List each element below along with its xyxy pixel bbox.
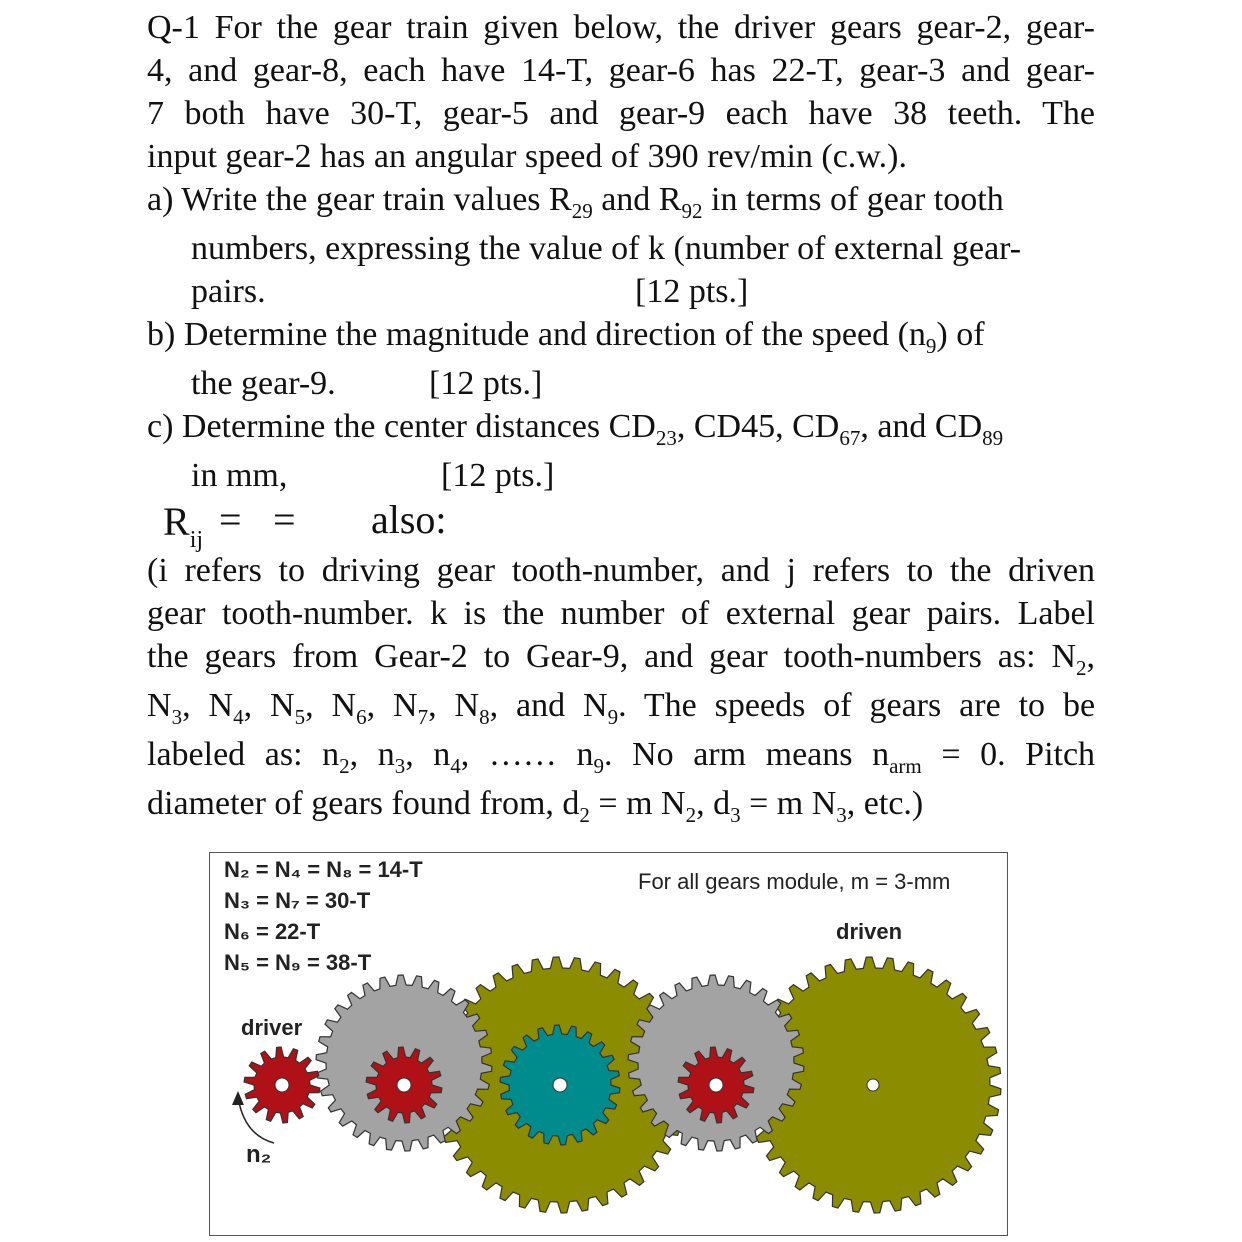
- n2-label: n₂: [246, 1141, 272, 1168]
- part-c: c) Determine the center distances $CD_{23}$, CD45, $CD_{67}$, and $CD_{89}$: [147, 408, 1004, 450]
- gear-4-hub: [397, 1078, 411, 1092]
- gear-8-hub: [709, 1078, 723, 1092]
- part-c-line-2: in mm, [12 pts.]: [147, 454, 1095, 497]
- explanation: (i refers to driving gear tooth-number, and j refers to the driven gear tooth-number. k is the number of external gear pairs. Label the gears from Gear-2 to Gear-9, and gear tooth-numbers as: $N_2$, $N_3$, $N_4$, $N_5$, $N_6$, $N_7$, $N_8$, and $N_9$. The speeds of gears are to be labeled as: $n_2$, $n_3$, $n_4$, …… $n_9$. No arm means $n_{arm} = 0$. Pitch diameter of gears found from, $d_2 = m$ $N_2$, $d_3 = m$ $N_3$, etc.): [147, 552, 1096, 827]
- part-a-points: [12 pts.]: [635, 273, 749, 310]
- gear-2-hub: [275, 1078, 289, 1092]
- gear-6-hub: [553, 1078, 567, 1092]
- question-line-2: 4, and gear-8, each have 14-T, gear-6 has 22-T, gear-3 and gear-: [147, 52, 1095, 89]
- ratio-formula: $R_{ij}$ = = also:: [163, 497, 447, 553]
- note-n3-n7: N₃ = N₇ = 30-T: [224, 888, 371, 913]
- driven-label: driven: [836, 919, 903, 944]
- also-label: also:: [371, 497, 447, 542]
- part-b-points: [12 pts.]: [429, 365, 543, 402]
- driver-label: driver: [241, 1015, 303, 1040]
- gear-train-figure: [209, 852, 1008, 1236]
- note-n2-n4-n8: N₂ = N₄ = N₈ = 14-T: [224, 857, 423, 882]
- note-n6: N₆ = 22-T: [224, 919, 321, 944]
- part-b-line-2: the gear-9. [12 pts.]: [147, 362, 1095, 405]
- question-line-1: Q-1 For the gear train given below, the driver gears gear-2, gear-: [147, 9, 1095, 46]
- problem-text: [147, 6, 1095, 825]
- module-note: For all gears module, m = 3-mm: [638, 869, 951, 894]
- gear-9-hub: [867, 1079, 879, 1091]
- part-c-points: [12 pts.]: [441, 457, 555, 494]
- part-a-line-2: numbers, expressing the value of k (number of external gear-: [191, 230, 1022, 267]
- question-line-4: input gear-2 has an angular speed of 390 rev/min (c.w.).: [147, 138, 907, 175]
- rotation-arrow-head: [232, 1091, 244, 1105]
- question-line-3: 7 both have 30-T, gear-5 and gear-9 each have 38 teeth. The: [147, 95, 1095, 132]
- part-a: a) Write the gear train values $R_{29}$ and $R_{92}$ in terms of gear tooth: [147, 181, 1004, 223]
- part-b: b) Determine the magnitude and direction of the speed $(n_9)$ of: [147, 316, 985, 358]
- note-n5-n9: N₅ = N₉ = 38-T: [224, 950, 372, 975]
- part-a-line-3: pairs. [12 pts.]: [147, 270, 1095, 313]
